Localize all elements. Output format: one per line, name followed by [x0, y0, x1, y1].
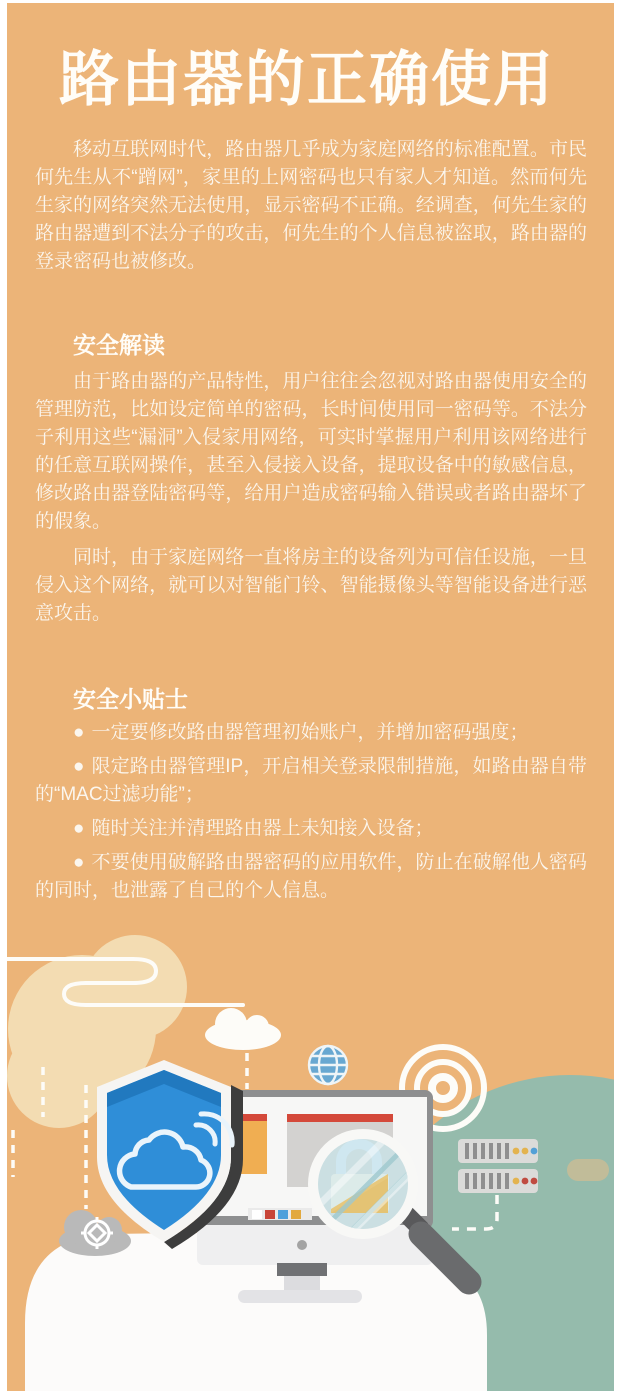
bullet-icon: ●: [73, 722, 85, 744]
poster-background: [7, 3, 614, 1391]
tip-item-4: [35, 849, 587, 905]
tip-text: 限定路由器管理IP，开启相关登录限制措施，如路由器自带的“MAC过滤功能”；: [35, 756, 587, 806]
tip-item-1: [35, 719, 587, 747]
tip-text: 不要使用破解路由器密码的应用软件，防止在破解他人密码的同时，也泄露了自己的个人信息。: [35, 852, 587, 902]
intro-paragraph: 移动互联网时代，路由器几乎成为家庭网络的标准配置。市民何先生从不“蹭网”，家里的上网密码也只有家人才知道。然而何先生家的网络突然无法使用，显示密码不正确。经调查，何先生家的路由器遭到不法分子的攻击，何先生的个人信息被盗取，路由器的登录密码也被修改。: [35, 139, 587, 272]
security-analysis-paragraph-1: 由于路由器的产品特性，用户往往会忽视对路由器使用安全的管理防范，比如设定简单的密码，长时间使用同一密码等。不法分子利用这些“漏洞”入侵家用网络，可实时掌握用户利用该网络进行的任意互联网操作，甚至入侵接入设备，提取设备中的敏感信息，修改路由器登陆密码等，给用户造成密码输入错误或者路由器坏了的假象。: [35, 370, 587, 532]
tip-text: 一定要修改路由器管理初始账户，并增加密码强度；: [91, 722, 529, 744]
page-title: 路由器的正确使用: [59, 46, 555, 113]
globe-icon: [308, 1045, 348, 1085]
bullet-icon: ●: [73, 818, 85, 840]
target-cloud-icon: [59, 1210, 131, 1256]
section-heading-security-tips: 安全小贴士: [73, 685, 188, 712]
tip-item-2: [35, 753, 587, 809]
security-analysis-paragraph-2: 同时，由于家庭网络一直将房主的设备列为可信任设施，一旦侵入这个网络，就可以对智能门铃、智能摄像头等智能设备进行恶意攻击。: [35, 546, 587, 624]
security-illustration: [7, 931, 614, 1391]
small-cloud-icon: [205, 1008, 281, 1050]
article-content: [7, 45, 614, 905]
monitor-camera-dot: [297, 1240, 307, 1250]
tip-item-3: [35, 815, 587, 843]
tip-text: 随时关注并清理路由器上未知接入设备；: [91, 818, 434, 840]
bullet-icon: ●: [73, 852, 85, 874]
bullet-icon: ●: [73, 756, 85, 778]
monitor-stand: [277, 1263, 327, 1276]
section-heading-security-analysis: 安全解读: [73, 332, 165, 358]
monitor-base: [238, 1290, 362, 1303]
